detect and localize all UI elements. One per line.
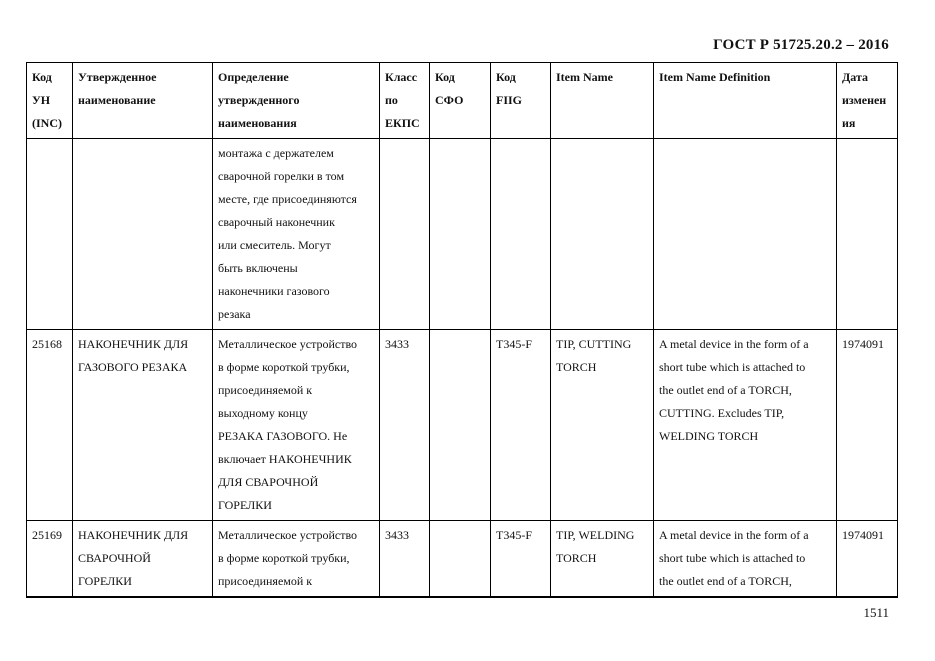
header-approved-name: Утвержденное наименование [73,63,213,139]
page-number: 1511 [863,605,889,620]
header-change-date: Дата изменен ия [837,63,898,139]
cell-item-name-definition: A metal device in the form of a short tube which is attached to the outlet end of a TORCH, CUTTING. Excludes TIP, WELDING TORCH [654,330,837,521]
header-code-sfo: Код СФО [430,63,491,139]
cell-code-un [27,139,73,330]
cell-code-fiig [491,139,551,330]
cell-item-name-definition: A metal device in the form of a short tube which is attached to the outlet end of a TORCH, [654,521,837,598]
cell-item-name [551,139,654,330]
cell-class-ekps: 3433 [380,330,430,521]
cell-code-fiig: T345-F [491,330,551,521]
table-row [27,330,898,521]
table-header-row [27,63,898,139]
header-item-name: Item Name [551,63,654,139]
cell-change-date: 1974091 [837,330,898,521]
cell-class-ekps: 3433 [380,521,430,598]
cell-item-name-definition [654,139,837,330]
cell-code-fiig: T345-F [491,521,551,598]
cell-code-sfo [430,330,491,521]
header-code-fiig: Код FIIG [491,63,551,139]
cell-item-name: TIP, CUTTING TORCH [551,330,654,521]
cell-definition: Металлическое устройство в форме короткой трубки, присоединяемой к [213,521,380,598]
cell-change-date: 1974091 [837,521,898,598]
header-code-un: Код УН (INC) [27,63,73,139]
cell-definition: Металлическое устройство в форме короткой трубки, присоединяемой к выходному концу РЕЗАКА ГАЗОВОГО. Не включает НАКОНЕЧНИК ДЛЯ СВАРОЧНОЙ ГОРЕЛКИ [213,330,380,521]
cell-approved-name: НАКОНЕЧНИК ДЛЯ СВАРОЧНОЙ ГОРЕЛКИ [73,521,213,598]
cell-approved-name: НАКОНЕЧНИК ДЛЯ ГАЗОВОГО РЕЗАКА [73,330,213,521]
cell-approved-name [73,139,213,330]
cell-definition: монтажа с держателем сварочной горелки в том месте, где присоединяются сварочный наконечник или смеситель. Могут быть включены наконечники газового резака [213,139,380,330]
table-row [27,139,898,330]
document-title: ГОСТ Р 51725.20.2 – 2016 [713,37,889,53]
cell-code-sfo [430,139,491,330]
classification-table [26,62,898,598]
cell-item-name: TIP, WELDING TORCH [551,521,654,598]
header-class-ekps: Класс по ЕКПС [380,63,430,139]
table-row [27,521,898,598]
cell-code-un: 25168 [27,330,73,521]
cell-class-ekps [380,139,430,330]
cell-code-sfo [430,521,491,598]
header-item-name-definition: Item Name Definition [654,63,837,139]
header-definition: Определение утвержденного наименования [213,63,380,139]
cell-change-date [837,139,898,330]
cell-code-un: 25169 [27,521,73,598]
